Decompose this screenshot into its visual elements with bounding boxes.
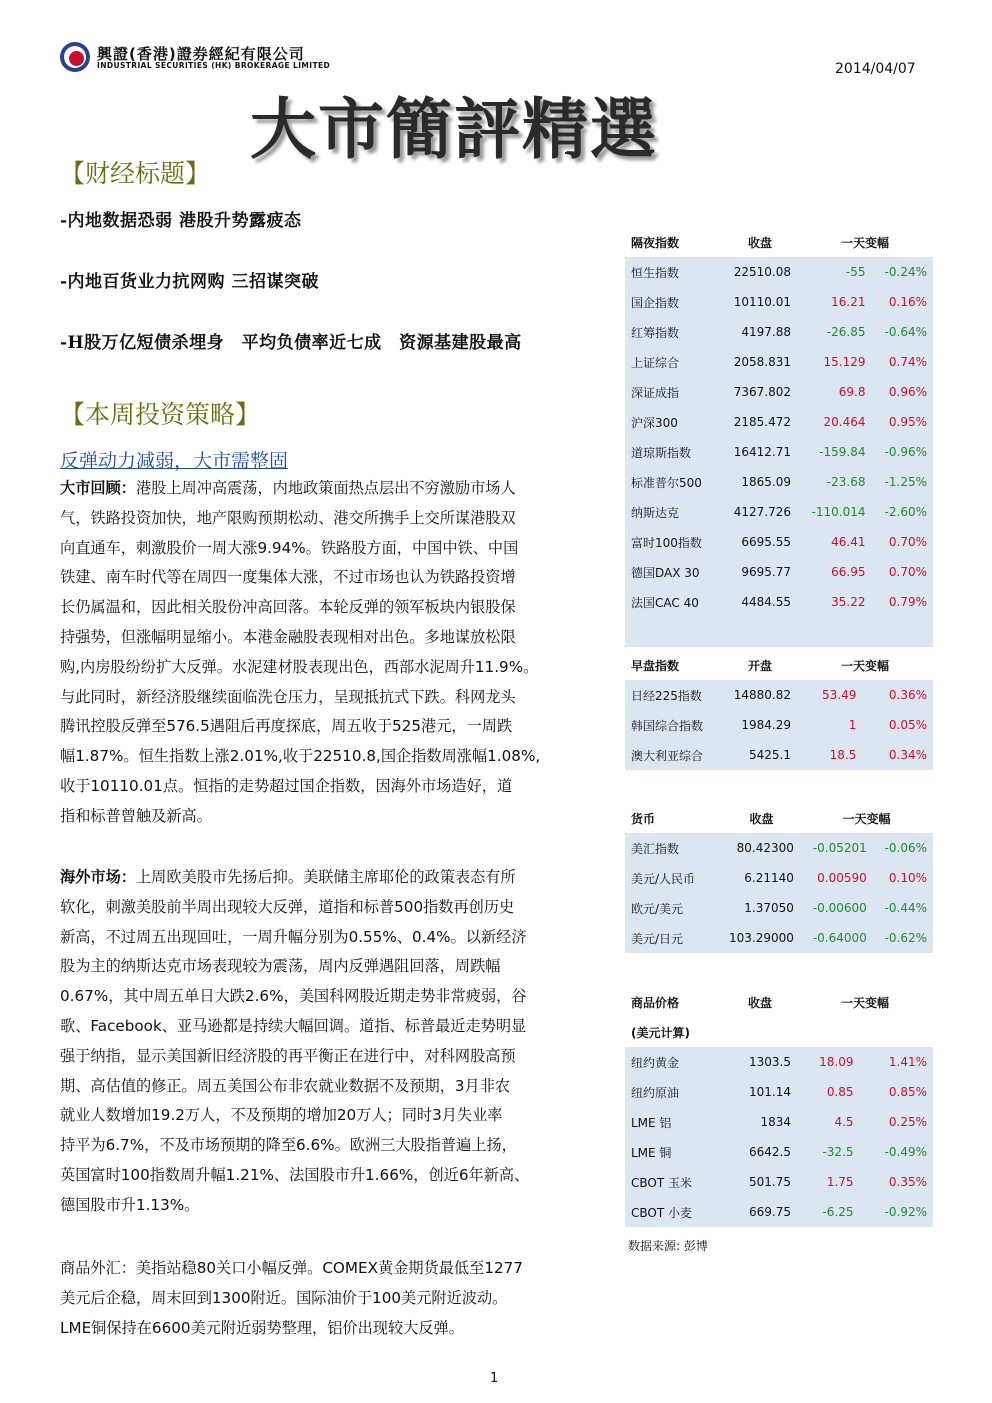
headline-item: -内地数据恐弱 港股升势露疲态 xyxy=(60,211,302,231)
table-header-cell: 开盘 xyxy=(723,650,797,680)
row-pct-cell: 0.74% xyxy=(871,347,933,377)
row-change-cell: 35.22 xyxy=(797,587,871,617)
table-blank-row xyxy=(625,617,933,647)
table-row xyxy=(625,1047,933,1077)
table-row xyxy=(625,1137,933,1167)
table-row xyxy=(625,863,933,893)
row-change-cell: 20.464 xyxy=(797,407,871,437)
row-close-cell: 80.42300 xyxy=(723,833,800,863)
row-name-cell: LME 铝 xyxy=(625,1107,723,1137)
table-row xyxy=(625,287,933,317)
row-name-cell: 法国CAC 40 xyxy=(625,587,723,617)
row-change-cell: 4.5 xyxy=(797,1107,860,1137)
row-pct-cell: 0.05% xyxy=(862,710,933,740)
report-date: 2014/04/07 xyxy=(835,61,916,77)
row-pct-cell: 0.95% xyxy=(871,407,933,437)
row-pct-cell: 0.34% xyxy=(862,740,933,770)
overnight-index-table xyxy=(625,227,933,647)
row-change-cell: 18.5 xyxy=(797,740,862,770)
row-change-cell: -32.5 xyxy=(797,1137,860,1167)
row-pct-cell: -0.49% xyxy=(860,1137,933,1167)
table-header-cell: 货币 xyxy=(625,803,723,833)
table-row xyxy=(625,347,933,377)
table-header-row xyxy=(625,987,933,1017)
table-row xyxy=(625,1197,933,1227)
row-name-cell: 澳大利亚综合 xyxy=(625,740,723,770)
overseas-label: 海外市场： xyxy=(60,868,136,886)
table-row xyxy=(625,740,933,770)
row-name-cell: 纽约原油 xyxy=(625,1077,723,1107)
table-subheader: (美元计算) xyxy=(625,1017,933,1047)
row-change-cell: -6.25 xyxy=(797,1197,860,1227)
row-pct-cell: 0.10% xyxy=(873,863,933,893)
row-close-cell: 4484.55 xyxy=(723,587,797,617)
table-row xyxy=(625,710,933,740)
row-pct-cell: -0.92% xyxy=(860,1197,933,1227)
table-row xyxy=(625,257,933,287)
row-close-cell: 10110.01 xyxy=(723,287,797,317)
row-close-cell: 1984.29 xyxy=(723,710,797,740)
row-name-cell: 标准普尔500 xyxy=(625,467,723,497)
table-header-cell: 收盘 xyxy=(723,227,797,257)
table-row xyxy=(625,497,933,527)
row-name-cell: 纳斯达克 xyxy=(625,497,723,527)
table-header-row xyxy=(625,227,933,257)
row-name-cell: 韩国综合指数 xyxy=(625,710,723,740)
table-row xyxy=(625,317,933,347)
row-pct-cell: -1.25% xyxy=(871,467,933,497)
table-header-cell: 商品价格 xyxy=(625,987,723,1017)
row-pct-cell: -0.44% xyxy=(873,893,933,923)
row-pct-cell: 0.85% xyxy=(860,1077,933,1107)
row-close-cell: 101.14 xyxy=(723,1077,797,1107)
morning-index-table xyxy=(625,650,933,770)
row-pct-cell: -2.60% xyxy=(871,497,933,527)
row-pct-cell: 0.70% xyxy=(871,557,933,587)
table-row xyxy=(625,557,933,587)
row-pct-cell: -0.62% xyxy=(873,923,933,953)
row-name-cell: 美元/人民币 xyxy=(625,863,723,893)
row-change-cell: 1 xyxy=(797,710,862,740)
company-name-cn: 興證(香港)證券經紀有限公司 xyxy=(97,45,305,63)
row-pct-cell: -0.06% xyxy=(873,833,933,863)
row-close-cell: 2058.831 xyxy=(723,347,797,377)
row-close-cell: 669.75 xyxy=(723,1197,797,1227)
row-name-cell: 欧元/美元 xyxy=(625,893,723,923)
page-title: 大市簡評精選 xyxy=(250,90,658,168)
row-close-cell: 501.75 xyxy=(723,1167,797,1197)
row-pct-cell: 1.41% xyxy=(860,1047,933,1077)
page-number: 1 xyxy=(490,1371,499,1386)
row-name-cell: 富时100指数 xyxy=(625,527,723,557)
row-name-cell: 国企指数 xyxy=(625,287,723,317)
row-pct-cell: 0.79% xyxy=(871,587,933,617)
row-change-cell: -23.68 xyxy=(797,467,871,497)
table-header-row xyxy=(625,650,933,680)
row-change-cell: 18.09 xyxy=(797,1047,860,1077)
row-close-cell: 4127.726 xyxy=(723,497,797,527)
headline-item: -内地百货业力抗网购 三招谋突破 xyxy=(60,272,319,292)
row-close-cell: 6.21140 xyxy=(723,863,800,893)
row-close-cell: 1834 xyxy=(723,1107,797,1137)
table-row xyxy=(625,833,933,863)
row-name-cell: 沪深300 xyxy=(625,407,723,437)
row-change-cell: -55 xyxy=(797,257,871,287)
row-pct-cell: 0.96% xyxy=(871,377,933,407)
currency-table xyxy=(625,803,933,953)
row-pct-cell: -0.24% xyxy=(871,257,933,287)
market-review-label: 大市回顾： xyxy=(60,479,136,497)
row-close-cell: 103.29000 xyxy=(723,923,800,953)
row-change-cell: -0.00600 xyxy=(800,893,873,923)
row-change-cell: 15.129 xyxy=(797,347,871,377)
row-change-cell: 69.8 xyxy=(797,377,871,407)
row-close-cell: 1303.5 xyxy=(723,1047,797,1077)
table-row xyxy=(625,1077,933,1107)
row-name-cell: CBOT 小麦 xyxy=(625,1197,723,1227)
row-pct-cell: -0.96% xyxy=(871,437,933,467)
row-change-cell: -0.64000 xyxy=(800,923,873,953)
row-close-cell: 6642.5 xyxy=(723,1137,797,1167)
row-change-cell: 0.00590 xyxy=(800,863,873,893)
table-row xyxy=(625,437,933,467)
table-header-cell: 一天变幅 xyxy=(797,227,933,257)
strategy-section-heading: 【本周投资策略】 xyxy=(60,400,261,429)
row-name-cell: 德国DAX 30 xyxy=(625,557,723,587)
row-name-cell: 日经225指数 xyxy=(625,680,723,710)
table-row xyxy=(625,527,933,557)
row-pct-cell: 0.35% xyxy=(860,1167,933,1197)
table-row xyxy=(625,680,933,710)
row-close-cell: 9695.77 xyxy=(723,557,797,587)
row-name-cell: 纽约黄金 xyxy=(625,1047,723,1077)
company-logo-icon xyxy=(60,42,90,72)
headline-item: -H股万亿短债杀埋身 平均负债率近七成 资源基建股最高 xyxy=(60,333,522,353)
row-close-cell: 16412.71 xyxy=(723,437,797,467)
row-name-cell: 美元/日元 xyxy=(625,923,723,953)
table-header-cell: 一天变幅 xyxy=(797,650,933,680)
row-close-cell: 1.37050 xyxy=(723,893,800,923)
row-close-cell: 1865.09 xyxy=(723,467,797,497)
row-close-cell: 5425.1 xyxy=(723,740,797,770)
row-close-cell: 6695.55 xyxy=(723,527,797,557)
finance-section-heading: 【财经标题】 xyxy=(60,159,211,188)
row-name-cell: CBOT 玉米 xyxy=(625,1167,723,1197)
table-row xyxy=(625,377,933,407)
row-close-cell: 22510.08 xyxy=(723,257,797,287)
row-pct-cell: 0.25% xyxy=(860,1107,933,1137)
table-row xyxy=(625,467,933,497)
row-pct-cell: -0.64% xyxy=(871,317,933,347)
row-close-cell: 2185.472 xyxy=(723,407,797,437)
row-change-cell: 1.75 xyxy=(797,1167,860,1197)
commodity-table xyxy=(625,987,933,1227)
table-row xyxy=(625,1107,933,1137)
row-close-cell: 7367.802 xyxy=(723,377,797,407)
row-change-cell: -0.05201 xyxy=(800,833,873,863)
row-change-cell: -110.014 xyxy=(797,497,871,527)
row-pct-cell: 0.36% xyxy=(862,680,933,710)
row-name-cell: 红筹指数 xyxy=(625,317,723,347)
table-header-cell: 收盘 xyxy=(723,803,800,833)
row-change-cell: 16.21 xyxy=(797,287,871,317)
table-header-cell: 收盘 xyxy=(723,987,797,1017)
data-source-note: 数据来源: 彭博 xyxy=(628,1239,708,1253)
row-name-cell: 美汇指数 xyxy=(625,833,723,863)
strategy-subtitle: 反弹动力减弱，大市需整固 xyxy=(60,450,289,472)
row-close-cell: 14880.82 xyxy=(723,680,797,710)
overseas-market-paragraph: 海外市场：上周欧美股市先扬后抑。美联储主席耶伦的政策表态有所 软化，刺激美股前半周出现较大反弹，道指和标普500指数再创历史 新高，不过周五出现回吐，一周升幅分别为0.55%、0.4%。以新经济 股为主的纳斯达克市场表现较为震荡，周内反弹遇阻回落，周跌幅 0.67%，其中周五单日大跌2.6%，美国科网股近期走势非常疲弱，谷 歌、Facebook、亚马逊都是持续大幅回调。道指、标普最近走势明显 强于纳指，显示美国新旧经济股的再平衡正在进行中，对科网股高预 期、高估值的修正。周五美国公布非农就业数据不及预期，3月非农 就业人数增加19.2万人，不及预期的增加20万人；同时3月失业率 持平为6.7%，不及市场预期的降至6.6%。欧洲三大股指普遍上扬， 英国富时100指数周升幅1.21%、法国股市升1.66%，创近6年新高、 德国股市升1.13%。 xyxy=(60,868,530,1214)
row-name-cell: 恒生指数 xyxy=(625,257,723,287)
row-name-cell: LME 铜 xyxy=(625,1137,723,1167)
table-row xyxy=(625,893,933,923)
row-change-cell: -159.84 xyxy=(797,437,871,467)
commodities-fx-paragraph: 商品外汇：美指站稳80关口小幅反弹。COMEX黄金期货最低至1277 美元后企稳，周末回到1300附近。国际油价于100美元附近波动。 LME铜保持在6600美元附近弱势整理，铝价出现较大反弹。 xyxy=(60,1259,523,1337)
table-header-cell: 早盘指数 xyxy=(625,650,723,680)
table-header-row xyxy=(625,803,933,833)
table-header-cell: 一天变幅 xyxy=(800,803,933,833)
table-row xyxy=(625,407,933,437)
table-row xyxy=(625,923,933,953)
row-change-cell: 0.85 xyxy=(797,1077,860,1107)
row-name-cell: 上证综合 xyxy=(625,347,723,377)
row-close-cell: 4197.88 xyxy=(723,317,797,347)
row-change-cell: 46.41 xyxy=(797,527,871,557)
row-pct-cell: 0.16% xyxy=(871,287,933,317)
company-name-en: INDUSTRIAL SECURITIES (HK) BROKERAGE LIMITED xyxy=(97,61,331,70)
row-change-cell: 53.49 xyxy=(797,680,862,710)
row-change-cell: 66.95 xyxy=(797,557,871,587)
table-row xyxy=(625,587,933,617)
table-row xyxy=(625,1167,933,1197)
row-name-cell: 深证成指 xyxy=(625,377,723,407)
market-review-paragraph: 大市回顾：港股上周冲高震荡，内地政策面热点层出不穷激励市场人 气，铁路投资加快，地产限购预期松动、港交所携手上交所谋港股双 向直通车，刺激股价一周大涨9.94%。铁路股方面，中国中铁、中国 铁建、南车时代等在周四一度集体大涨，不过市场也认为铁路投资增 长仍属温和，因此相关股份冲高回落。本轮反弹的领军板块内银股保 持强势，但涨幅明显缩小。本港金融股表现相对出色。多地谋放松限 购,内房股纷纷扩大反弹。水泥建材股表现出色，西部水泥周升11.9%。 与此同时，新经济股继续面临洗仓压力，呈现抵抗式下跌。科网龙头 腾讯控股反弹至576.5遇阻后再度探底，周五收于525港元，一周跌 幅1.87%。恒生指数上涨2.01%,收于22510.8,国企指数周涨幅1.08%, 收于10110.01点。恒指的走势超过国企指数，因海外市场造好，道 指和标普曾触及新高。 xyxy=(60,479,541,825)
row-pct-cell: 0.70% xyxy=(871,527,933,557)
table-header-cell: 一天变幅 xyxy=(797,987,933,1017)
table-header-cell: 隔夜指数 xyxy=(625,227,723,257)
row-change-cell: -26.85 xyxy=(797,317,871,347)
row-name-cell: 道琼斯指数 xyxy=(625,437,723,467)
